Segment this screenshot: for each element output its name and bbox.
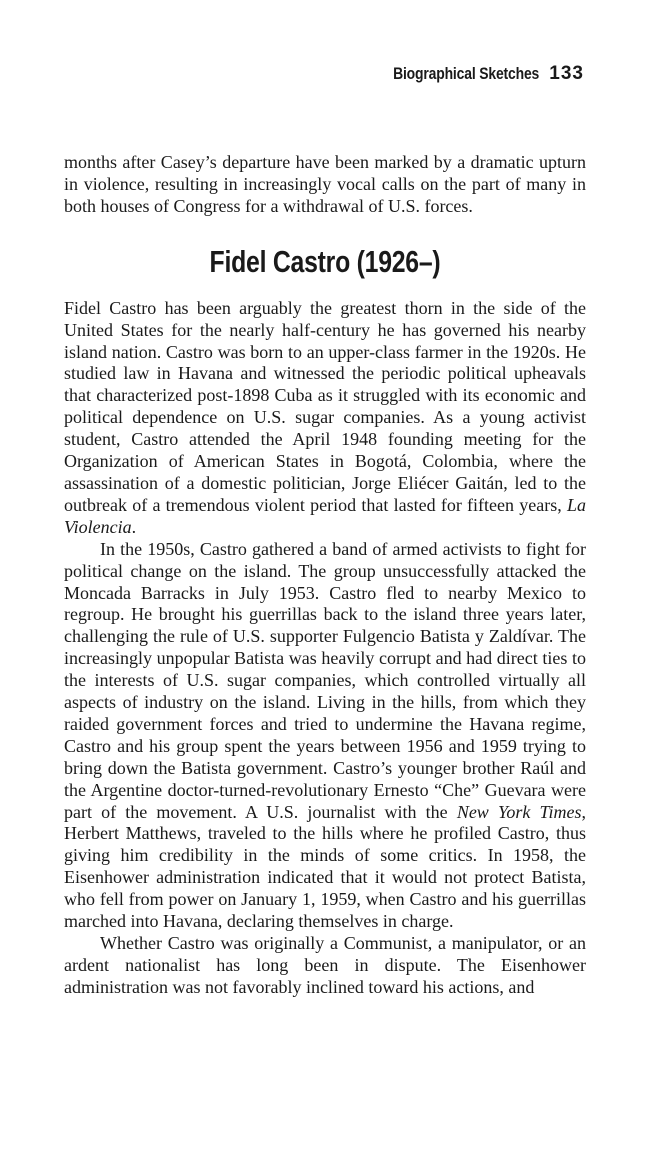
section-heading: Fidel Castro (1926–) (209, 243, 441, 279)
running-head-section-title: Biographical Sketches (393, 64, 540, 83)
body-text-intro (64, 152, 586, 218)
paragraph-1-text: Fidel Castro has been arguably the greatest thorn in the side of the United States for the nearly half-century he has governed his nearby island nation. Castro was born to an upper-class farmer in the 1920s. He studied law in Havana and witnessed the periodic political upheavals that characterized post-1898 Cuba as it struggled with its economic and political dependence on U.S. sugar companies. As a young activist student, Castro attended the April 1948 founding meeting for the Organization of American States in Bogotá, Colombia, where the assassination of a domestic politician, Jorge Eliécer Gaitán, led to the outbreak of a tremendous violent period that lasted for fifteen years, (64, 297, 586, 515)
paragraph-2 (64, 539, 586, 933)
running-head (64, 62, 584, 86)
page-number: 133 (549, 63, 584, 84)
paragraph-2-italic-term: New York Times (456, 801, 582, 822)
intro-paragraph: months after Casey’s departure have been marked by a dramatic upturn in violence, resulting in increasingly vocal calls on the part of many in both houses of Congress for a withdrawal of U.S. forces. (64, 152, 586, 216)
paragraph-1 (64, 298, 586, 539)
book-page (64, 62, 586, 999)
paragraph-2-text-a: In the 1950s, Castro gathered a band of armed activists to fight for political change on the island. The group unsuccessfully attacked the Moncada Barracks in July 1953. Castro fled to nearby Mexico to regroup. He brought his guerrillas back to the island three years later, challenging the rule of U.S. supporter Fulgencio Batista y Zaldívar. The increasingly unpopular Batista was heavily corrupt and had direct ties to the interests of U.S. sugar companies, which controlled virtually all aspects of industry on the island. Living in the hills, from which they raided government forces and tried to undermine the Havana regime, Castro and his group spent the years between 1956 and 1959 trying to bring down the Batista government. Castro’s younger brother Raúl and the Argentine doctor-turned-revolutionary Ernesto “Che” Guevara were part of the movement. A U.S. journalist with the (64, 538, 586, 822)
paragraph-1-italic-term: La Violencia (64, 494, 586, 537)
paragraph-3: Whether Castro was originally a Communist, a manipulator, or an ardent nationalist has long been in dispute. The Eisenhower administration was not favorably inclined toward his actions, and (64, 933, 586, 997)
paragraph-1-end: . (131, 516, 137, 537)
paragraph-2-text-b: , Herbert Matthews, traveled to the hills where he profiled Castro, thus giving him credibility in the minds of some critics. In 1958, the Eisenhower administration indicated that it would not protect Batista, who fell from power on January 1, 1959, when Castro and his guerrillas marched into Havana, declaring themselves in charge. (64, 801, 586, 932)
body-text-main (64, 298, 586, 999)
